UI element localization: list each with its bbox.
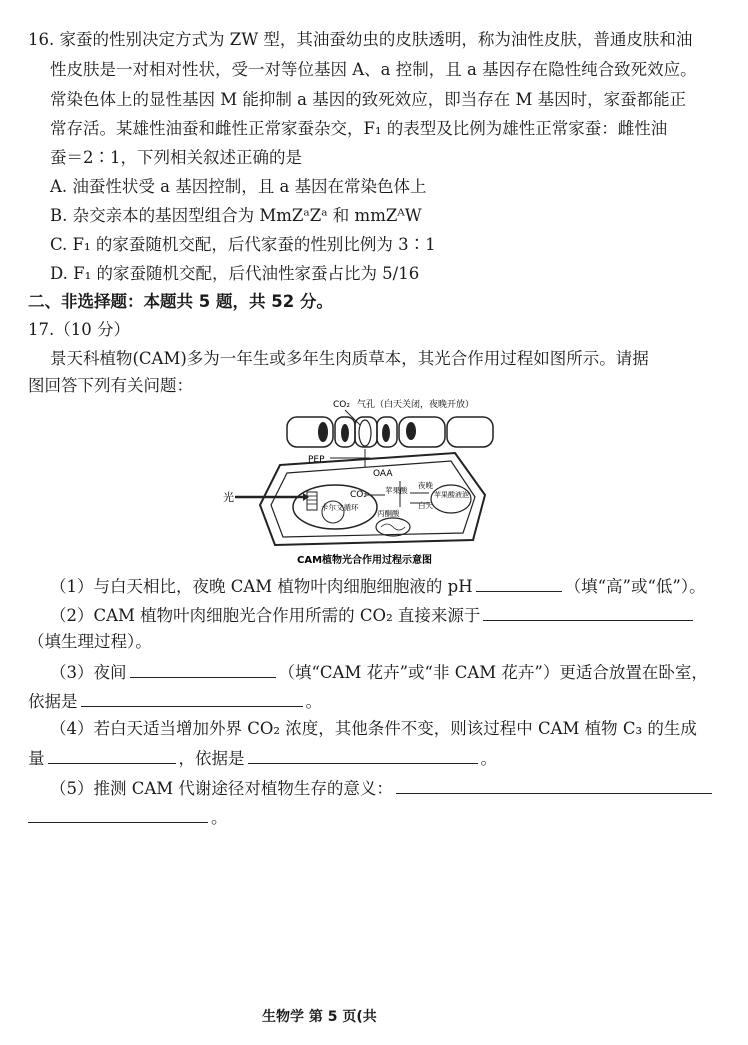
q17-sub4-reason: ，依据是 <box>178 749 245 768</box>
q16-line-1: 16. 家蚕的性别决定方式为 ZW 型，其油蚕幼虫的皮肤透明，称为油性皮肤，普通皮肤和油 <box>28 30 693 49</box>
q17-sub3 <box>50 659 708 685</box>
q17-sub3-line2 <box>28 688 322 714</box>
q16-option-c: C. F₁ 的家蚕随机交配，后代家蚕的性别比例为 3∶1 <box>50 235 436 254</box>
diagram-caption: CAM植物光合作用过程示意图 <box>297 555 433 566</box>
q17-sub5 <box>50 775 715 801</box>
q17-sub3-end: 。 <box>305 692 322 711</box>
q17-sub2-blank[interactable] <box>483 602 693 621</box>
q17-sub4-blank-2[interactable] <box>248 745 478 764</box>
diagram-stoma-label: 气孔（白天关闭，夜晚开放） <box>357 400 475 410</box>
q17-sub5-end: 。 <box>211 808 228 827</box>
q17-sub1 <box>50 573 706 599</box>
q17-sub2-hint: （填生理过程）。 <box>28 632 152 651</box>
vacuole <box>431 485 471 513</box>
q17-sub5-blank-1[interactable] <box>396 775 712 794</box>
q17-sub1-hint: （填“高”或“低”）。 <box>564 577 706 596</box>
q16-line-3: 常染色体上的显性基因 M 能抑制 a 基因的致死效应，即当存在 M 基因时，家蚕都能正 <box>50 90 687 109</box>
diagram-oaa-label: OAA <box>373 469 393 479</box>
cam-diagram <box>205 395 505 570</box>
q17-sub1-blank[interactable] <box>476 573 562 592</box>
q17-sub2-text: （2）CAM 植物叶肉细胞光合作用所需的 CO₂ 直接来源于 <box>50 606 481 625</box>
diagram-malate-label: 苹果酸 <box>385 486 408 495</box>
q17-sub5-line2 <box>28 804 228 830</box>
q16-option-d: D. F₁ 的家蚕随机交配，后代油性家蚕占比为 5/16 <box>50 264 420 283</box>
q16-option-b: B. 杂交亲本的基因型组合为 MmZᵃZᵃ 和 mmZᴬW <box>50 206 422 225</box>
diagram-light-label: 光 <box>223 491 234 504</box>
q17-sub3-reason: 依据是 <box>28 692 78 711</box>
q16-line-5: 蚕＝2∶1，下列相关叙述正确的是 <box>50 148 302 167</box>
diagram-calvin-label: 卡尔文循环 <box>321 503 359 512</box>
q17-sub3-blank-2[interactable] <box>81 688 303 707</box>
section-heading: 二、非选择题：本题共 5 题，共 52 分。 <box>28 292 333 311</box>
q17-intro-2: 图回答下列有关问题： <box>28 376 193 395</box>
diagram-day-label: 白天 <box>418 501 433 510</box>
q16-option-a: A. 油蚕性状受 a 基因控制，且 a 基因在常染色体上 <box>50 177 427 196</box>
diagram-night-label: 夜晚 <box>418 481 433 490</box>
diagram-co2-inner: CO₂ <box>350 490 367 500</box>
diagram-vacuole-label: 苹果酸液泡 <box>434 491 469 499</box>
diagram-co2-top: CO₂ <box>333 400 350 410</box>
q17-sub5-text: （5）推测 CAM 代谢途径对植物生存的意义： <box>50 779 393 798</box>
q17-sub4: （4）若白天适当增加外界 CO₂ 浓度，其他条件不变，则该过程中 CAM 植物 C₃ 的生成 <box>50 719 697 738</box>
q17-sub3-hint: （填“CAM 花卉”或“非 CAM 花卉”）更适合放置在卧室， <box>278 663 708 682</box>
page-footer: 生物学 第 5 页(共 <box>262 1009 377 1025</box>
q17-sub5-blank-2[interactable] <box>28 804 208 823</box>
epidermis-cells <box>287 417 493 447</box>
q16-line-2: 性皮肤是一对相对性状，受一对等位基因 A、a 控制，且 a 基因存在隐性纯合致死效应。 <box>50 60 697 79</box>
thylakoid-stack <box>307 492 317 510</box>
q17-sub3-blank-1[interactable] <box>130 659 276 678</box>
q17-sub3-text: （3）夜间 <box>50 663 127 682</box>
diagram-pyruvate-label: 丙酮酸 <box>377 509 400 518</box>
q17-sub1-text: （1）与白天相比，夜晚 CAM 植物叶肉细胞细胞液的 pH <box>50 577 473 596</box>
q17-sub4-line2 <box>28 745 497 771</box>
q17-intro-1: 景天科植物(CAM)多为一年生或多年生肉质草本，其光合作用过程如图所示。请据 <box>50 349 649 368</box>
q17-sub4-amount: 量 <box>28 749 45 768</box>
diagram-pep-label: PEP <box>308 455 325 465</box>
q16-line-4: 常存活。某雄性油蚕和雌性正常家蚕杂交，F₁ 的表型及比例为雄性正常家蚕：雌性油 <box>50 119 668 138</box>
q17-sub4-blank-1[interactable] <box>48 745 176 764</box>
q17-sub4-end: 。 <box>480 749 497 768</box>
q17-header: 17.（10 分） <box>28 320 130 339</box>
q17-sub2 <box>50 602 696 628</box>
guard-cell <box>359 420 371 446</box>
